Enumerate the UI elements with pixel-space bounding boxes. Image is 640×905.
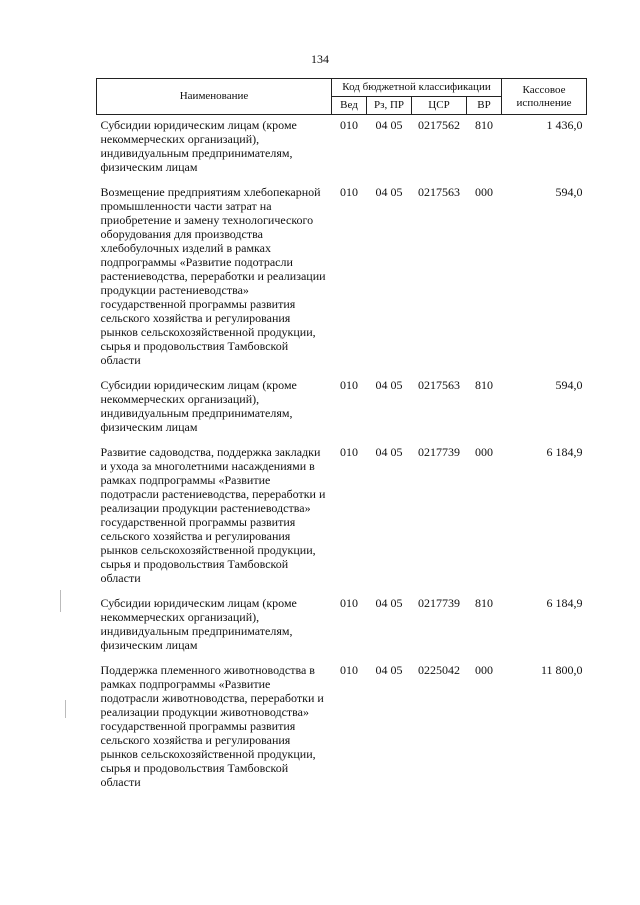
table-header (97, 79, 587, 115)
header-rz-pr: Рз, ПР (367, 97, 412, 115)
row-csr: 0217563 (418, 185, 460, 199)
header-vr: ВР (467, 97, 502, 115)
row-rz-pr: 04 05 (375, 118, 403, 132)
table-body (97, 115, 587, 798)
table-row (97, 182, 587, 375)
row-vr: 810 (475, 596, 493, 610)
row-ved: 010 (340, 118, 358, 132)
budget-table (96, 78, 587, 797)
row-name: Субсидии юридическим лицам (кроме некоммерческих организаций), индивидуальным предпринимателям, физическим лицам (100, 596, 297, 652)
row-vr: 810 (475, 378, 493, 392)
row-csr: 0217739 (418, 445, 460, 459)
row-rz-pr: 04 05 (375, 378, 403, 392)
row-csr: 0225042 (418, 663, 460, 677)
row-vr: 000 (475, 445, 493, 459)
row-amount: 6 184,9 (546, 445, 583, 459)
row-amount: 1 436,0 (546, 118, 583, 132)
row-amount: 594,0 (555, 378, 583, 392)
row-csr: 0217739 (418, 596, 460, 610)
row-csr: 0217562 (418, 118, 460, 132)
row-vr: 000 (475, 185, 493, 199)
row-ved: 010 (340, 185, 358, 199)
page-number: 134 (311, 52, 329, 66)
row-vr: 810 (475, 118, 493, 132)
row-name: Развитие садоводства, поддержка закладки и ухода за многолетними насаждениями в рамках подпрограммы «Развитие подотрасли растениеводства, переработки и реализации продукции растениеводства» государственной программы развития сельского хозяйства и регулирования рынков сельскохозяйственной продукции, сырья и продовольствия Тамбовской области (100, 445, 326, 585)
row-vr: 000 (475, 663, 493, 677)
row-name: Субсидии юридическим лицам (кроме некоммерческих организаций), индивидуальным предпринимателям, физическим лицам (100, 378, 297, 434)
row-rz-pr: 04 05 (375, 445, 403, 459)
table-row (97, 115, 587, 183)
row-amount: 594,0 (555, 185, 583, 199)
table-row (97, 442, 587, 593)
row-amount: 11 800,0 (540, 663, 583, 677)
header-ved: Вед (332, 97, 367, 115)
table-row (97, 375, 587, 442)
header-csr: ЦСР (412, 97, 467, 115)
row-name: Поддержка племенного животноводства в рамках подпрограммы «Развитие подотрасли животноводства, переработки и реализации продукции животноводства» государственной программы развития сельского хозяйства и регулирования рынков сельскохозяйственной продукции, сырья и продовольствия Тамбовской области (100, 663, 324, 789)
header-execution: Кассовое исполнение (502, 79, 587, 115)
table-row (97, 593, 587, 660)
row-name: Субсидии юридическим лицам (кроме некоммерческих организаций), индивидуальным предпринимателям, физическим лицам (100, 118, 297, 174)
header-code-group: Код бюджетной классификации (332, 79, 502, 97)
row-csr: 0217563 (418, 378, 460, 392)
row-ved: 010 (340, 378, 358, 392)
row-rz-pr: 04 05 (375, 596, 403, 610)
row-name: Возмещение предприятиям хлебопекарной промышленности части затрат на приобретение и замену технологического оборудования для производства хлебобулочных изделий в рамках подпрограммы «Развитие подотрасли растениеводства, переработки и реализации продукции растениеводства» государственной программы развития сельского хозяйства и регулирования рынков сельскохозяйственной продукции, сырья и продовольствия Тамбовской области (100, 185, 326, 367)
row-rz-pr: 04 05 (375, 663, 403, 677)
row-ved: 010 (340, 596, 358, 610)
row-ved: 010 (340, 445, 358, 459)
table-row (97, 660, 587, 797)
row-ved: 010 (340, 663, 358, 677)
scan-artifact (65, 700, 66, 718)
row-amount: 6 184,9 (546, 596, 583, 610)
header-name: Наименование (97, 79, 332, 115)
row-rz-pr: 04 05 (375, 185, 403, 199)
scan-artifact (60, 590, 61, 612)
